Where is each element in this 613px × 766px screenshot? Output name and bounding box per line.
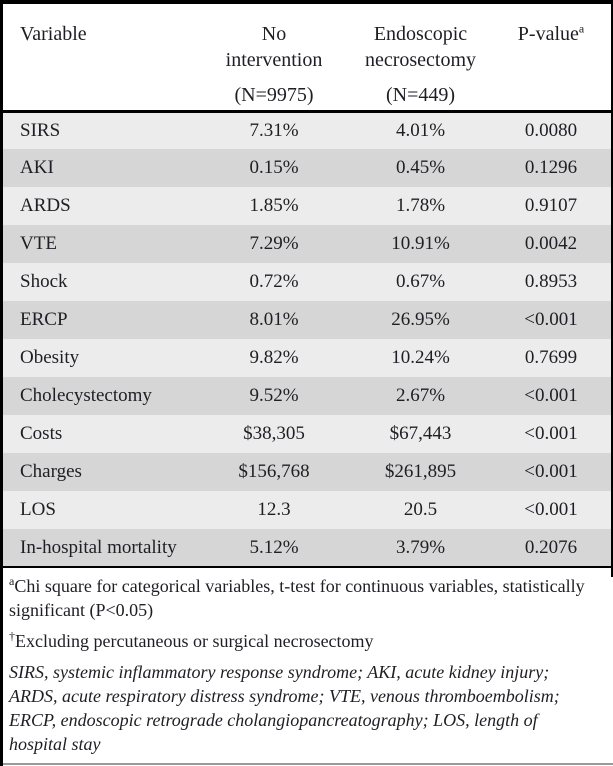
- cell-variable: AKI: [20, 157, 54, 178]
- cell-variable: Charges: [20, 461, 82, 482]
- footnote-dagger-text: Excluding percutaneous or surgical necrosectomy: [15, 631, 374, 651]
- cell-variable: Cholecystectomy: [20, 385, 152, 406]
- header-row: [3, 4, 613, 111]
- cell-pvalue: <0.001: [524, 423, 578, 444]
- header-variable-label: Variable: [20, 23, 87, 45]
- header-no-intervention-n: (N=9975): [234, 84, 314, 106]
- cell-endoscopic: 10.24%: [391, 347, 450, 368]
- table-row: [3, 263, 613, 301]
- table-row: [3, 149, 613, 187]
- cell-pvalue: 0.2076: [524, 536, 578, 558]
- table-row: [3, 529, 613, 567]
- cell-endoscopic: 4.01%: [395, 119, 446, 141]
- cell-no-intervention: 0.72%: [249, 271, 299, 292]
- header-endoscopic-necrosectomy: [352, 4, 489, 111]
- outcomes-comparison-table: [3, 4, 613, 568]
- figure-bottom-rule: [3, 763, 613, 765]
- cell-variable: LOS: [20, 499, 56, 520]
- table-row: [3, 339, 613, 377]
- cell-endoscopic: 2.67%: [395, 385, 446, 406]
- header-pvalue: [489, 4, 613, 111]
- cell-no-intervention: 1.85%: [249, 195, 299, 216]
- cell-variable: VTE: [20, 233, 57, 254]
- table-row: [3, 187, 613, 225]
- cell-variable: ARDS: [20, 195, 71, 216]
- footnote-abbreviations: SIRS, systemic inflammatory response syndrome; AKI, acute kidney injury; ARDS, acute respiratory distress syndrome; VTE, venous thromboembolism; ERCP, endoscopic retrograde cholangiopancreatography; LOS, length of hospital stay: [9, 662, 560, 754]
- footnote-dagger-marker: †: [9, 629, 15, 643]
- cell-endoscopic: 1.78%: [395, 195, 446, 216]
- table-row: [3, 301, 613, 339]
- cell-variable: Shock: [20, 271, 68, 292]
- cell-pvalue: <0.001: [524, 309, 578, 330]
- cell-no-intervention: 12.3: [257, 499, 291, 520]
- cell-no-intervention: 8.01%: [249, 309, 299, 330]
- table-row: [3, 225, 613, 263]
- table-row: [3, 415, 613, 453]
- header-variable: [3, 4, 196, 111]
- cell-variable: ERCP: [20, 309, 68, 330]
- table-row: [3, 377, 613, 415]
- cell-pvalue: 0.8953: [524, 271, 578, 292]
- cell-endoscopic: 0.67%: [395, 271, 446, 292]
- table-row: [3, 491, 613, 529]
- footnote-dagger: [9, 629, 599, 653]
- cell-no-intervention: 9.52%: [249, 385, 299, 406]
- footnote-a: [9, 574, 599, 622]
- cell-no-intervention: 0.15%: [249, 157, 299, 178]
- cell-pvalue: 0.1296: [524, 157, 578, 178]
- footnote-a-marker: a: [9, 574, 15, 588]
- cell-pvalue: <0.001: [524, 461, 578, 482]
- cell-endoscopic: 20.5: [403, 499, 438, 520]
- table-body: [3, 111, 613, 567]
- cell-endoscopic: 26.95%: [391, 309, 450, 330]
- cell-pvalue: 0.0080: [524, 119, 578, 141]
- cell-variable: In-hospital mortality: [20, 536, 177, 558]
- header-no-intervention: [196, 4, 352, 111]
- footnote-a-text: Chi square for categorical variables, t-test for continuous variables, statistically significant (P<0.05): [9, 576, 585, 620]
- table-row: [3, 453, 613, 491]
- header-endoscopic-line1: Endoscopic: [373, 23, 468, 45]
- header-pvalue-superscript: a: [578, 21, 585, 36]
- cell-endoscopic: 0.45%: [395, 157, 446, 178]
- header-endoscopic-line2: necrosectomy: [364, 49, 477, 71]
- cell-variable: Costs: [20, 423, 63, 444]
- cell-no-intervention: $38,305: [243, 423, 305, 444]
- header-no-intervention-line1: No: [261, 23, 287, 45]
- cell-variable: Obesity: [20, 347, 80, 368]
- header-pvalue-label: P-value: [517, 23, 579, 45]
- header-no-intervention-line2: intervention: [225, 49, 323, 71]
- cell-no-intervention: 7.31%: [249, 119, 299, 141]
- cell-variable: SIRS: [20, 119, 61, 141]
- cell-endoscopic: $261,895: [384, 461, 457, 482]
- cell-no-intervention: 7.29%: [249, 233, 299, 254]
- table-row: [3, 111, 613, 149]
- cell-endoscopic: 10.91%: [391, 233, 450, 254]
- cell-endoscopic: $67,443: [389, 423, 452, 444]
- cell-pvalue: <0.001: [524, 385, 578, 406]
- cell-no-intervention: 5.12%: [249, 536, 299, 558]
- table-header: [3, 4, 613, 111]
- cell-pvalue: 0.0042: [524, 233, 578, 254]
- cell-no-intervention: 9.82%: [249, 347, 299, 368]
- header-endoscopic-n: (N=449): [385, 84, 456, 106]
- cell-no-intervention: $156,768: [238, 461, 310, 482]
- table-footnotes: [3, 568, 613, 756]
- cell-endoscopic: 3.79%: [395, 536, 446, 558]
- cell-pvalue: 0.9107: [524, 195, 578, 216]
- cell-pvalue: <0.001: [524, 499, 578, 520]
- cell-pvalue: 0.7699: [524, 347, 578, 368]
